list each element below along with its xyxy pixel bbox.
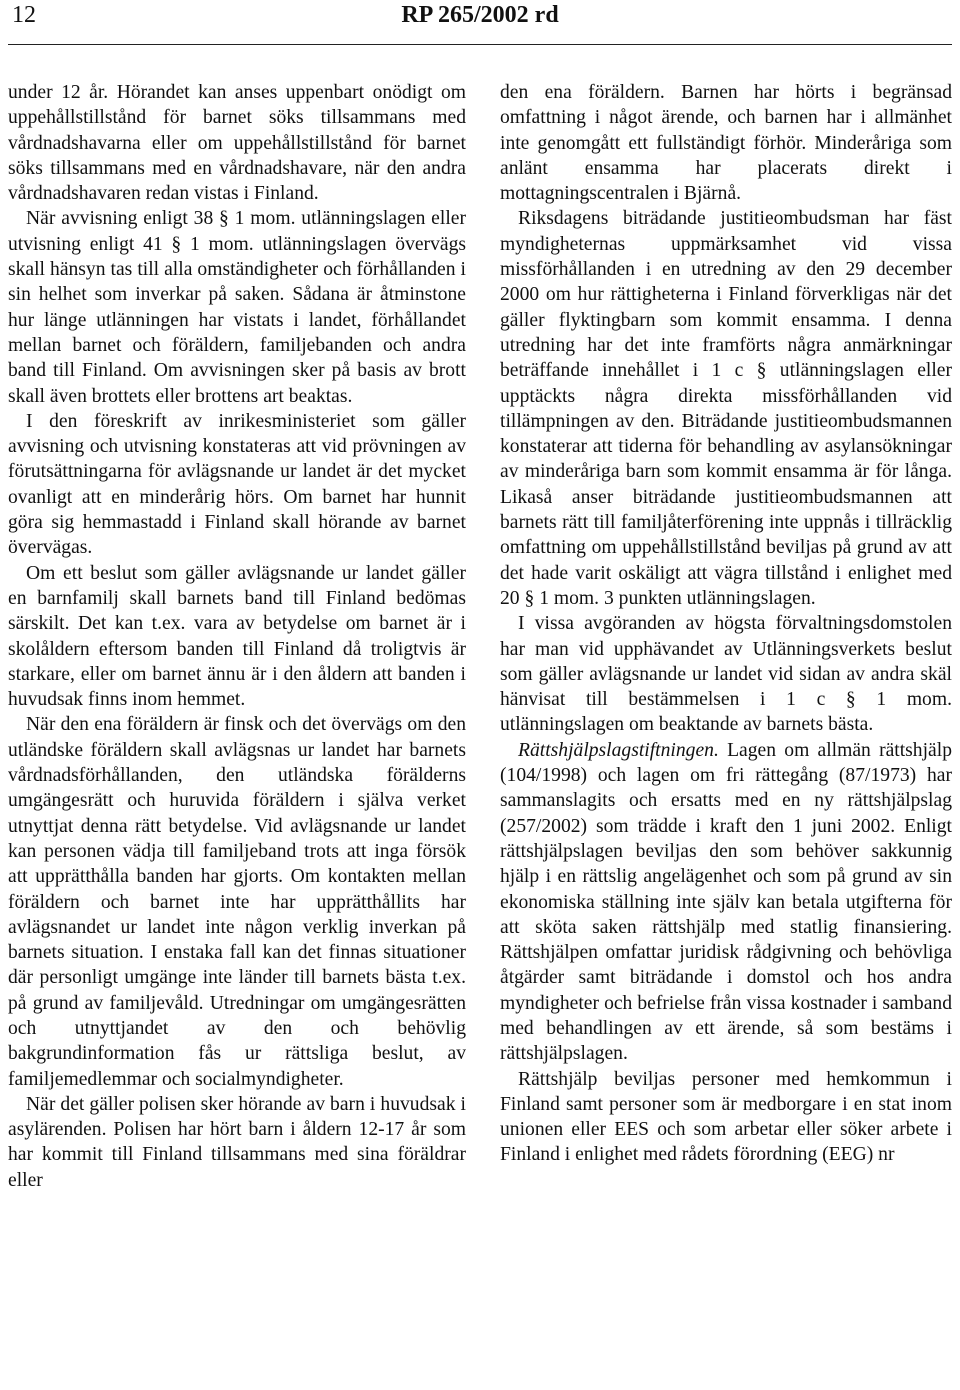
paragraph: När det gäller polisen sker hörande av barn i huvudsak i asylärenden. Polisen har hört barn i åldern 12-17 år som har kommit till Finland tillsammans med sina föräldrar eller: [8, 1093, 466, 1191]
right-column: [500, 80, 952, 1388]
page-header: [8, 0, 952, 40]
section-text: Lagen om allmän rättshjälp (104/1998) och lagen om fri rättegång (87/1973) har sammanslagits och ersatts med en ny rättshjälpslag (257/2002) som trädde i kraft den 1 juni 2002. Enligt rättshjälpslagen beviljas den som behöver sakkunnig hjälp i en rättslig angelägenhet och som på grund av sin ekonomiska ställning inte själv kan betala utgifterna för att sköta saken rättshjälp med statlig finansiering. Rättshjälpen omfattar juridisk rådgivning och behövliga åtgärder samt biträdande i domstol och hos andra myndigheter och befrielse från vissa kostnader i samband med behandlingen av ett ärende, så som bestäms i rättshjälpslagen.: [500, 739, 952, 1065]
page-number: 12: [12, 2, 36, 28]
document-title: RP 265/2002 rd: [401, 2, 559, 28]
paragraph: Rättshjälp beviljas personer med hemkommun i Finland samt personer som är medborgare i en stat inom unionen eller EES och som arbetar eller söker arbete i Finland i enlighet med rådets förordning (EEG) nr: [500, 1068, 952, 1166]
section-heading: Rättshjälpslagstiftningen.: [518, 739, 719, 761]
paragraph: under 12 år. Hörandet kan anses uppenbart onödigt om uppehållstillstånd för barnet söks tillsammans med vårdnadshavarna eller om uppehållstillstånd för barnet söks tillsammans med en vårdnadshavare, när den andra vårdnadshavaren redan vistas i Finland.: [8, 82, 466, 205]
section-paragraph: [500, 738, 952, 1067]
paragraph: Riksdagens biträdande justitieombudsman har fäst myndigheternas uppmärksamhet vid vissa missförhållanden i en utredning av den 29 december 2000 om hur rättigheterna i Finland förverkligas när det gäller flyktingbarn som kommit ensamma. I denna utredning har det inte framförts några anmärkningar beträffande innehållet i 1 c § utlänningslagen eller upptäckts några direkta missförhållanden vid tillämpningen av den. Biträdande justitieombudsmannen konstaterar att tiderna för behandling av asylansökningar av minderåriga barn som kommit ensamma är för långa. Likaså anser biträdande justitieombudsmannen att barnets rätt till familjåterförening inte uppnås i tillräcklig omfattning om uppehållstillstånd beviljas på grund av att det hade varit oskäligt att vägra tillstånd i enlighet med 20 § 1 mom. 3 punkten utlänningslagen.: [500, 208, 952, 609]
paragraph: I den föreskrift av inrikesministeriet som gäller avvisning och utvisning konstateras att vid prövningen av förutsättningarna för avlägsnande ur landet är det mycket ovanligt att en minderårig hörs. Om barnet har hunnit göra sig hemmastadd i Finland skall hörande av barnet övervägas.: [8, 410, 466, 559]
left-column: [8, 80, 466, 1388]
header-rule: [8, 44, 952, 45]
paragraph: När den ena föräldern är finsk och det övervägs om den utländske föräldern skall avlägsnas ur landet har barnets vårdnadsförhållanden, den utländska förälderns umgängesrätt och huruvida föräldern i själva verket utnyttjat denna rätt betydelse. Vid avlägsnande ur landet kan personen vädja till familjeband trots att inga försök att upprätthålla banden har gjorts. Om kontakten mellan föräldern och barnet inte har upprätthållits har avlägsnandet ur landet inte någon verklig inverkan på barnets situation. I enstaka fall kan det finnas situationer där personligt umgänge inte länder till barnets bästa t.ex. på grund av familjevåld. Utredningar om umgängesrätten och utnyttjandet av den och behövlig bakgrundinformation fås ur rättsliga beslut, av familjemedlemmar och socialmyndigheter.: [8, 714, 466, 1090]
paragraph: den ena föräldern. Barnen har hörts i begränsad omfattning i något ärende, och barnen har i allmänhet inte genomgått ett fullständigt förhör. Minderåriga som anlänt ensamma har placerats direkt i mottagningscentralen i Bjärnå.: [500, 82, 952, 205]
paragraph: När avvisning enligt 38 § 1 mom. utlänningslagen eller utvisning enligt 41 § 1 mom. utlänningslagen övervägs skall hänsyn tas till alla omständigheter och förhållanden i sin helhet som inverkar på saken. Sådana är åtminstone hur länge utlänningen har vistats i landet, förhållandet mellan barnet och föräldern, familjebanden och andra band till Finland. Om avvisningen sker på basis av brott skall även brottets eller brottens art beaktas.: [8, 208, 466, 407]
paragraph: I vissa avgöranden av högsta förvaltningsdomstolen har man vid upphävandet av Utlänningsverkets beslut som gäller avlägsnande ur landet vid sidan av andra skäl hänvisat till bestämmelsen i 1 c § 1 mom. utlänningslagen om beaktande av barnets bästa.: [500, 613, 952, 736]
paragraph: Om ett beslut som gäller avlägsnande ur landet gäller en barnfamilj skall barnets band till Finland bedömas särskilt. Det kan t.ex. vara av betydelse om barnet är i skolåldern eftersom banden till Finland då troligtvis är starkare, eller om barnet ännu är i den åldern att banden i huvudsak finns inom hemmet.: [8, 562, 466, 711]
